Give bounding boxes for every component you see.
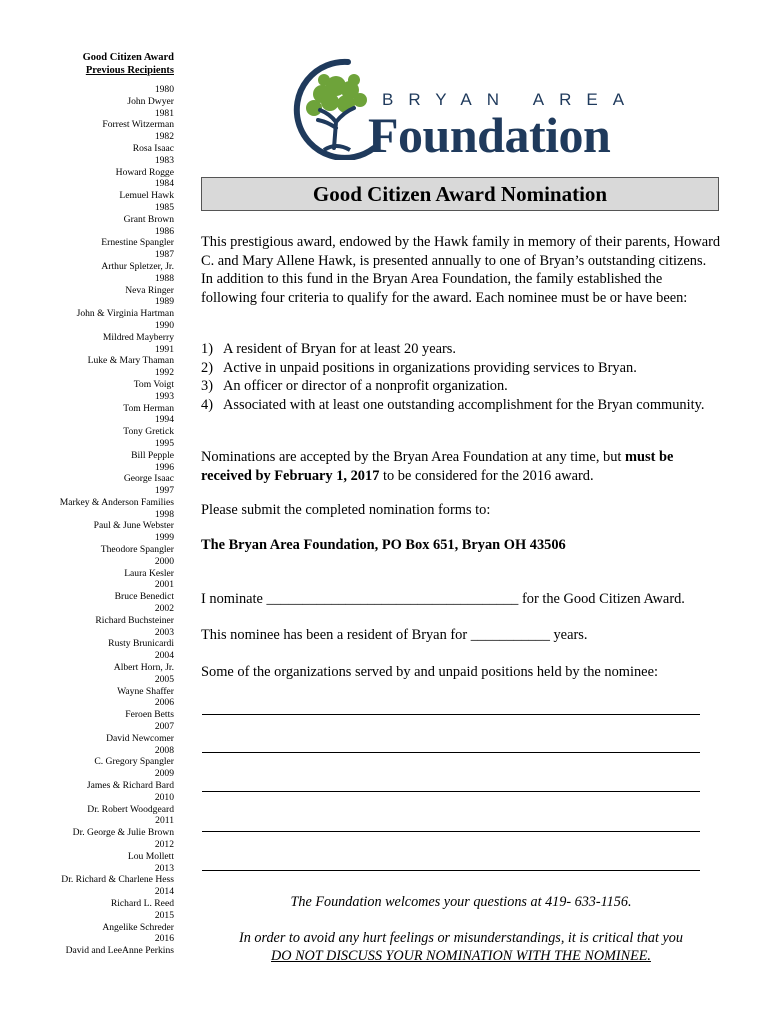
- recipient-name: Bruce Benedict: [114, 591, 174, 603]
- recipient-name: John & Virginia Hartman: [76, 308, 174, 320]
- submit-instructions: Please submit the completed nomination forms to:: [201, 502, 491, 518]
- award-year: 1998: [154, 508, 174, 520]
- criteria-number: 2): [201, 359, 213, 376]
- criteria-text: An officer or director of a nonprofit organization.: [223, 378, 508, 395]
- intro-paragraph: This prestigious award, endowed by the Hawk family in memory of their parents, Howard C. and Mary Allene Hawk, is presented annually to one of Bryan’s outstanding citizens. In addition to this fund in the Bryan Area Foundation, the family established the following four criteria to qualify for the award. Each nominee must be or have been:: [201, 234, 721, 306]
- organizations-line-4[interactable]: [202, 831, 700, 832]
- recipient-name: Laura Kesler: [124, 567, 174, 579]
- recipient-name: Tom Voigt: [133, 378, 174, 390]
- recipient-name: Tony Gretick: [123, 426, 174, 438]
- award-year: 2002: [154, 603, 174, 615]
- award-year: 2005: [154, 673, 174, 685]
- recipient-name: Neva Ringer: [125, 284, 174, 296]
- recipient-name: Angelike Schreder: [102, 921, 174, 933]
- criteria-number: 4): [201, 396, 213, 413]
- award-year: 2004: [154, 650, 174, 662]
- award-year: 1988: [154, 272, 174, 284]
- recipient-name: Forrest Witzerman: [102, 119, 174, 131]
- recipient-name: Rusty Brunicardi: [108, 638, 174, 650]
- award-year: 1989: [154, 296, 174, 308]
- confidentiality-text: In order to avoid any hurt feelings or misunderstandings, it is critical that you: [239, 930, 683, 946]
- criteria-item: [201, 396, 721, 415]
- criteria-item: [201, 340, 721, 359]
- recipient-name: Luke & Mary Thaman: [87, 355, 174, 367]
- criteria-text: Associated with at least one outstanding accomplishment for the Bryan community.: [223, 396, 705, 413]
- recipient-name: Feroen Betts: [125, 709, 174, 721]
- recipient-name: Grant Brown: [123, 213, 174, 225]
- award-year: 2009: [154, 768, 174, 780]
- recipient-name: Dr. George & Julie Brown: [72, 827, 174, 839]
- award-year: 1992: [154, 367, 174, 379]
- deadline-paragraph: [201, 448, 721, 485]
- recipient-name: Tom Herman: [123, 402, 174, 414]
- award-year: 1987: [154, 249, 174, 261]
- recipient-name: Albert Horn, Jr.: [113, 662, 174, 674]
- criteria-number: 1): [201, 341, 213, 357]
- recipient-name: David and LeeAnne Perkins: [65, 945, 174, 957]
- recipient-name: Dr. Richard & Charlene Hess: [61, 874, 174, 886]
- mailing-address: The Bryan Area Foundation, PO Box 651, Bryan OH 43506: [201, 537, 566, 553]
- award-year: 1996: [154, 461, 174, 473]
- award-year: 1991: [154, 343, 174, 355]
- award-year: 1994: [154, 414, 174, 426]
- recipient-name: Markey & Anderson Families: [59, 496, 174, 508]
- award-year: 1985: [154, 201, 174, 213]
- deadline-emphasis: must be received by February 1, 2017: [201, 449, 674, 484]
- recipient-name: Lou Mollett: [127, 850, 174, 862]
- criteria-text: Active in unpaid positions in organizations providing services to Bryan.: [223, 359, 637, 376]
- bryan-area-foundation-logo: [284, 56, 654, 163]
- questions-note: The Foundation welcomes your questions at 419- 633-1156.: [290, 894, 632, 910]
- award-year: 2011: [155, 815, 174, 827]
- nominee-name-field[interactable]: I nominate ___________________________________ for the Good Citizen Award.: [201, 591, 685, 607]
- deadline-text-end: to be considered for the 2016 award.: [379, 467, 594, 484]
- sidebar-subtitle: Previous Recipients: [85, 65, 174, 76]
- award-year: 2001: [154, 579, 174, 591]
- logo-name-text: Foundation: [368, 107, 611, 163]
- award-year: 1990: [154, 319, 174, 331]
- award-year: 2016: [154, 933, 174, 945]
- award-year: 2010: [154, 791, 174, 803]
- recipient-name: Wayne Shaffer: [117, 685, 174, 697]
- criteria-number: 3): [201, 378, 213, 395]
- recipient-name: Lemuel Hawk: [119, 190, 174, 202]
- organizations-line-2[interactable]: [202, 752, 700, 753]
- recipient-name: David Newcomer: [106, 732, 174, 744]
- recipient-name: Paul & June Webster: [93, 520, 174, 532]
- award-year: 1984: [154, 178, 174, 190]
- recipient-name: Ernestine Spangler: [101, 237, 174, 249]
- criteria-list: [201, 340, 721, 414]
- confidentiality-note: [201, 929, 721, 966]
- award-year: 1980: [154, 84, 174, 95]
- organizations-line-3[interactable]: [202, 791, 700, 792]
- recipient-name: John Dwyer: [127, 95, 174, 107]
- recipient-name: Rosa Isaac: [132, 142, 174, 154]
- award-year: 1986: [154, 225, 174, 237]
- recipient-name: Dr. Robert Woodgeard: [87, 803, 174, 815]
- award-year: 1999: [154, 532, 174, 544]
- recipient-name: Mildred Mayberry: [102, 331, 174, 343]
- form-title: Good Citizen Award Nomination: [201, 177, 719, 211]
- criteria-text: A resident of Bryan for at least 20 years.: [223, 341, 456, 357]
- recipients-list: [40, 84, 174, 957]
- recipient-name: Richard L. Reed: [110, 897, 174, 909]
- recipient-name: Bill Pepple: [131, 449, 174, 461]
- criteria-item: [201, 377, 721, 396]
- award-year: 2007: [154, 721, 174, 733]
- award-year: 1982: [154, 131, 174, 143]
- organizations-line-5[interactable]: [202, 870, 700, 871]
- award-year: 2015: [154, 909, 174, 921]
- recipient-name: Howard Rogge: [115, 166, 174, 178]
- award-year: 2013: [154, 862, 174, 874]
- residency-years-field[interactable]: This nominee has been a resident of Bryan for ___________ years.: [201, 627, 588, 643]
- award-year: 1995: [154, 437, 174, 449]
- recipient-name: C. Gregory Spangler: [94, 756, 174, 768]
- award-year: 1993: [154, 390, 174, 402]
- recipient-name: Richard Buchsteiner: [95, 614, 174, 626]
- award-year: 2000: [154, 555, 174, 567]
- criteria-item: [201, 359, 721, 378]
- deadline-text-start: Nominations are accepted by the Bryan Area Foundation at any time, but: [201, 449, 626, 465]
- award-year: 1997: [154, 485, 174, 497]
- award-year: 2008: [154, 744, 174, 756]
- award-year: 2014: [154, 886, 174, 898]
- recipient-name: Arthur Spletzer, Jr.: [101, 260, 174, 272]
- sidebar-title: Good Citizen Award: [82, 52, 174, 63]
- recipient-name: George Isaac: [123, 473, 174, 485]
- recipient-name: Theodore Spangler: [100, 544, 174, 556]
- award-year: 1981: [154, 107, 174, 119]
- award-year: 2012: [154, 839, 174, 850]
- recipient-name: James & Richard Bard: [86, 780, 174, 792]
- confidentiality-emphasis: DO NOT DISCUSS YOUR NOMINATION WITH THE NOMINEE.: [271, 948, 651, 965]
- award-year: 1983: [154, 154, 174, 166]
- award-year: 2006: [154, 697, 174, 709]
- previous-recipients-sidebar: [40, 52, 174, 957]
- organizations-prompt: Some of the organizations served by and unpaid positions held by the nominee:: [201, 664, 658, 680]
- organizations-line-1[interactable]: [202, 714, 700, 715]
- award-year: 2003: [154, 626, 174, 638]
- logo-brand-text: BRYAN AREA: [382, 90, 640, 109]
